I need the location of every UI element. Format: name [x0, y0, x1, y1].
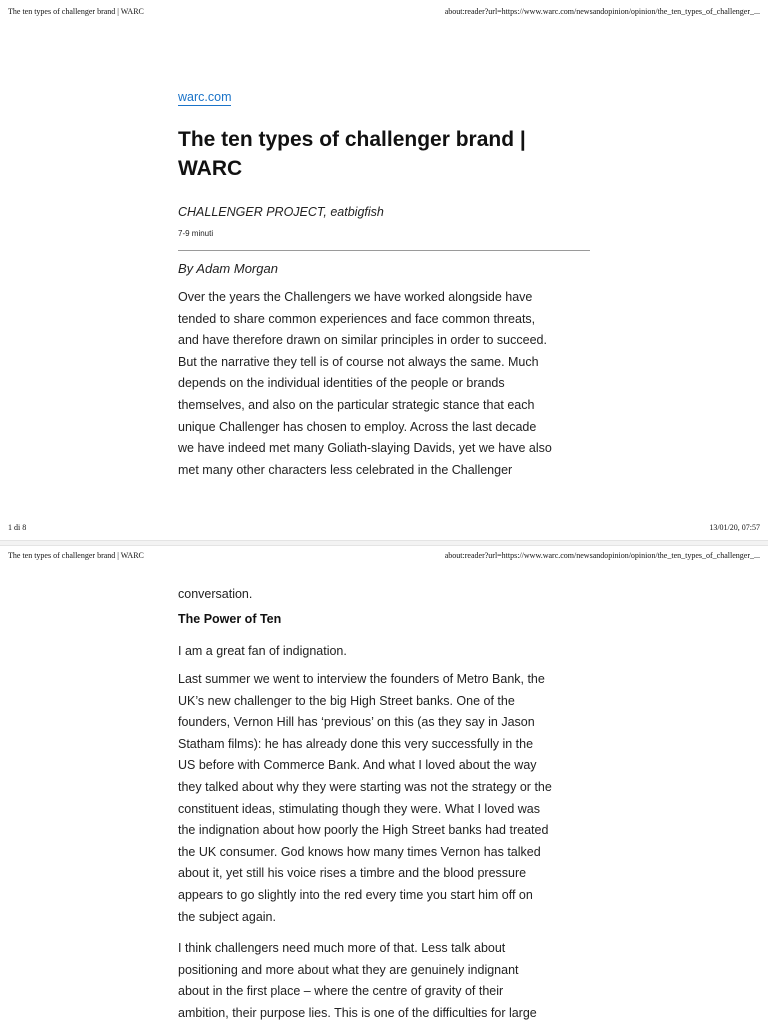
paragraph-3: [178, 669, 590, 928]
text-line: But the narrative they tell is of course not always the same. Much: [178, 354, 539, 369]
byline: By Adam Morgan: [178, 261, 278, 276]
text-line: ambition, their purpose lies. This is one of the difficulties for large: [178, 1005, 537, 1020]
text-line: depends on the individual identities of the people or brands: [178, 376, 505, 391]
text-line: UK’s new challenger to the big High Street banks. One of the: [178, 693, 515, 708]
text-line: about in the first place – where the centre of gravity of their: [178, 984, 504, 999]
text-line: tended to share common experiences and face common threats,: [178, 311, 536, 326]
page-number: 1 di 8: [8, 523, 27, 532]
text-line: themselves, and also on the particular strategic stance that each: [178, 397, 535, 412]
text-line: the UK consumer. God knows how many times Vernon has talked: [178, 844, 541, 859]
text-line: unique Challenger has chosen to employ. Across the last decade: [178, 419, 537, 434]
print-datetime: 13/01/20, 07:57: [709, 523, 760, 532]
text-line: Statham films): he has already done this very successfully in the: [178, 736, 534, 751]
text-line: met many other characters less celebrated in the Challenger: [178, 462, 513, 477]
text-line: the subject again.: [178, 909, 276, 924]
print-header-url: about:reader?url=https://www.warc.com/newsandopinion/opinion/the_ten_types_of_challenger_...: [444, 7, 760, 16]
text-line: we have indeed met many Goliath-slaying Davids, yet we have also: [178, 441, 552, 456]
article-title: The ten types of challenger brand | WARC: [178, 128, 526, 180]
print-header: [8, 551, 760, 560]
text-line: Over the years the Challengers we have worked alongside have: [178, 290, 533, 304]
text-line: about it, yet still his voice rises a timbre and the blood pressure: [178, 866, 527, 881]
text-line: positioning and more about what they are genuinely indignant: [178, 962, 519, 977]
paragraph-2: I am a great fan of indignation.: [178, 644, 347, 658]
print-header-title: The ten types of challenger brand | WARC: [8, 7, 144, 16]
text-line: constituent ideas, stimulating though they were. What I loved was: [178, 801, 540, 816]
text-line: appears to go slightly into the red every time you start him off on: [178, 887, 533, 902]
paragraph-4: [178, 938, 590, 1024]
read-time: 7-9 minuti: [178, 229, 214, 238]
print-header: [8, 7, 760, 16]
text-line: the indignation about how poorly the High Street banks had treated: [178, 823, 549, 838]
section-heading: The Power of Ten: [178, 612, 282, 626]
header-divider: [178, 250, 590, 251]
text-line: Last summer we went to interview the founders of Metro Bank, the: [178, 672, 545, 686]
print-header-title: The ten types of challenger brand | WARC: [8, 551, 144, 560]
site-link[interactable]: warc.com: [178, 90, 232, 104]
text-line: founders, Vernon Hill has ‘previous’ on this (as they say in Jason: [178, 715, 535, 730]
paragraph-1-continued: conversation.: [178, 587, 253, 601]
print-header-url: about:reader?url=https://www.warc.com/newsandopinion/opinion/the_ten_types_of_challenger_...: [444, 551, 760, 560]
article-credits: CHALLENGER PROJECT, eatbigfish: [178, 205, 384, 219]
page-break: [0, 540, 768, 546]
print-footer: [8, 523, 760, 532]
text-line: they talked about why they were starting was not the strategy or the: [178, 779, 552, 794]
text-line: I think challengers need much more of that. Less talk about: [178, 941, 506, 955]
text-line: US before with Commerce Bank. And what I loved about the way: [178, 758, 537, 773]
paragraph-1: [178, 287, 590, 481]
text-line: and have therefore drawn on similar principles in order to succeed.: [178, 333, 547, 348]
